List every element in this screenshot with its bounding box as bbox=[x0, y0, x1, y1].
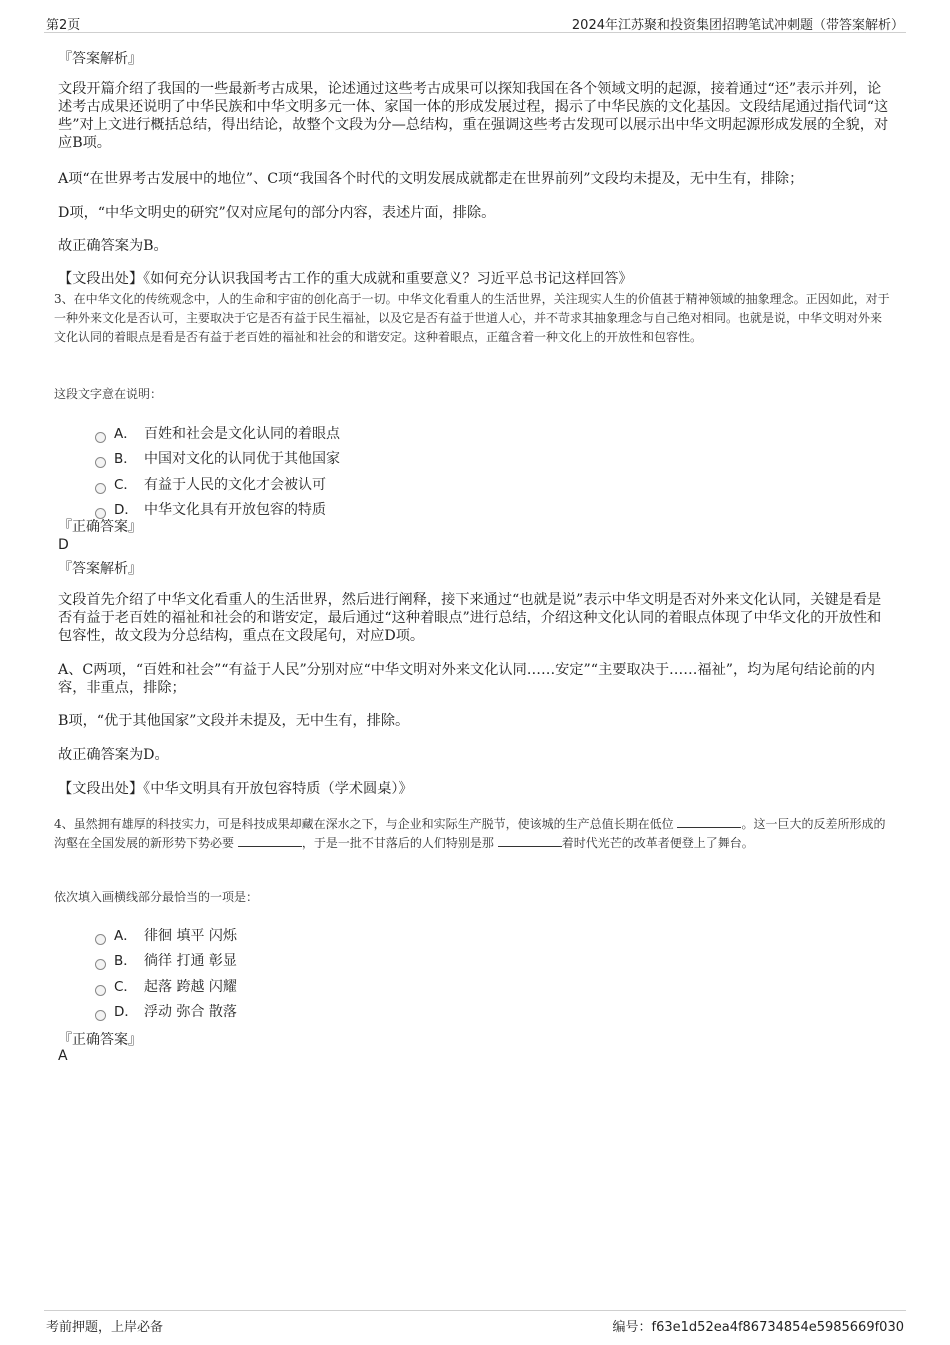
fill-blank bbox=[238, 834, 302, 847]
analysis-label: 『答案解析』 bbox=[58, 51, 142, 67]
radio-icon[interactable] bbox=[95, 934, 106, 945]
analysis-paragraph: D项，“中华文明史的研究”仅对应尾句的部分内容，表述片面，排除。 bbox=[58, 205, 496, 221]
source-citation: 【文段出处】《如何充分认识我国考古工作的重大成就和重要意义？习近平总书记这样回答》 bbox=[58, 271, 633, 287]
page-header bbox=[44, 12, 906, 33]
analysis-paragraph: 文段首先介绍了中华文化看重人的生活世界，然后进行阐释，接下来通过“也就是说”表示中华文明是否对外来文化认同，关键是看是否有益于老百姓的福祉和社会的和谐安定，最后通过“这种着眼点”进行总结，介绍这种文化认同的着眼点体现了中华文化的开放性和包容性，故文段为分总结构，重点在文段尾句，对应D项。 bbox=[58, 592, 882, 644]
analysis-label: 『答案解析』 bbox=[58, 561, 142, 577]
correct-answer-label: 『正确答案』 bbox=[58, 519, 142, 535]
analysis-conclusion: 故正确答案为D。 bbox=[58, 747, 169, 763]
page-number: 第2页 bbox=[46, 18, 81, 33]
option-d[interactable]: D． 浮动 弥合 散落 bbox=[95, 1000, 495, 1020]
analysis-paragraph: A项“在世界考古发展中的地位”、C项“我国各个时代的文明发展成就都走在世界前列”文段均未提及，无中生有，排除； bbox=[58, 171, 804, 187]
option-c[interactable]: C． 起落 跨越 闪耀 bbox=[95, 975, 495, 995]
correct-answer: A bbox=[58, 1048, 68, 1064]
fill-blank bbox=[677, 815, 741, 828]
analysis-conclusion: 故正确答案为B。 bbox=[58, 238, 168, 254]
analysis-paragraph: A、C两项，“百姓和社会”“有益于人民”分别对应“中华文明对外来文化认同……安定”“主要取决于……福祉”，均为尾句结论前的内容，非重点，排除； bbox=[58, 662, 875, 696]
question-prompt: 这段文字意在说明： bbox=[54, 387, 163, 401]
document-title: 2024年江苏聚和投资集团招聘笔试冲刺题（带答案解析） bbox=[571, 18, 904, 33]
option-c[interactable]: C． 有益于人民的文化才会被认可 bbox=[95, 473, 495, 493]
radio-icon[interactable] bbox=[95, 985, 106, 996]
question-stem: 3、在中华文化的传统观念中，人的生命和宇宙的创化高于一切。中华文化看重人的生活世界，关注现实人生的价值甚于精神领域的抽象理念。正因如此，对于一种外来文化是否认可，主要取决于它是否有益于民生福祉，以及它是否有益于世道人心，并不苛求其抽象理念与自己绝对相同。也就是说，中华文明对外来文化认同的着眼点是看是否有益于老百姓的福祉和社会的和谐安定。这种着眼点，正蕴含着一种文化上的开放性和包容性。 bbox=[54, 292, 890, 344]
correct-answer-label: 『正确答案』 bbox=[58, 1032, 142, 1048]
radio-icon[interactable] bbox=[95, 959, 106, 970]
radio-icon[interactable] bbox=[95, 457, 106, 468]
page-footer bbox=[44, 1310, 906, 1333]
source-citation: 【文段出处】《中华文明具有开放包容特质（学术圆桌）》 bbox=[58, 781, 413, 797]
question-stem: 4、虽然拥有雄厚的科技实力，可是科技成果却藏在深水之下，与企业和实际生产脱节，使该城的生产总值长期在低位 。这一巨大的反差所形成的沟壑在全国发展的新形势下势必要 ，于是一批不甘落后的人们特别是那 着时代光芒的改革者便登上了舞台。 bbox=[54, 817, 886, 850]
option-b[interactable]: B． 中国对文化的认同优于其他国家 bbox=[95, 447, 495, 467]
option-a[interactable]: A． 百姓和社会是文化认同的着眼点 bbox=[95, 422, 495, 442]
option-d[interactable]: D． 中华文化具有开放包容的特质 bbox=[95, 498, 495, 518]
document-code: 编号：f63e1d52ea4f86734854e5985669f030 bbox=[612, 1320, 904, 1335]
analysis-paragraph: 文段开篇介绍了我国的一些最新考古成果，论述通过这些考古成果可以探知我国在各个领域文明的起源，接着通过“还”表示并列，论述考古成果还说明了中华民族和中华文明多元一体、家国一体的形成发展过程，揭示了中华民族的文化基因。文段结尾通过指代词“这些”对上文进行概括总结，得出结论，故整个文段为分—总结构，重在强调这些考古发现可以展示出中华文明起源形成发展的全貌，对应B项。 bbox=[58, 81, 889, 151]
radio-icon[interactable] bbox=[95, 432, 106, 443]
radio-icon[interactable] bbox=[95, 1010, 106, 1021]
fill-blank bbox=[498, 834, 562, 847]
correct-answer: D bbox=[58, 537, 69, 553]
footer-slogan: 考前押题，上岸必备 bbox=[46, 1320, 164, 1335]
analysis-paragraph: B项，“优于其他国家”文段并未提及，无中生有，排除。 bbox=[58, 713, 410, 729]
question-prompt: 依次填入画横线部分最恰当的一项是： bbox=[54, 890, 259, 904]
option-b[interactable]: B． 徜徉 打通 彰显 bbox=[95, 949, 495, 969]
radio-icon[interactable] bbox=[95, 483, 106, 494]
option-a[interactable]: A． 徘徊 填平 闪烁 bbox=[95, 924, 495, 944]
